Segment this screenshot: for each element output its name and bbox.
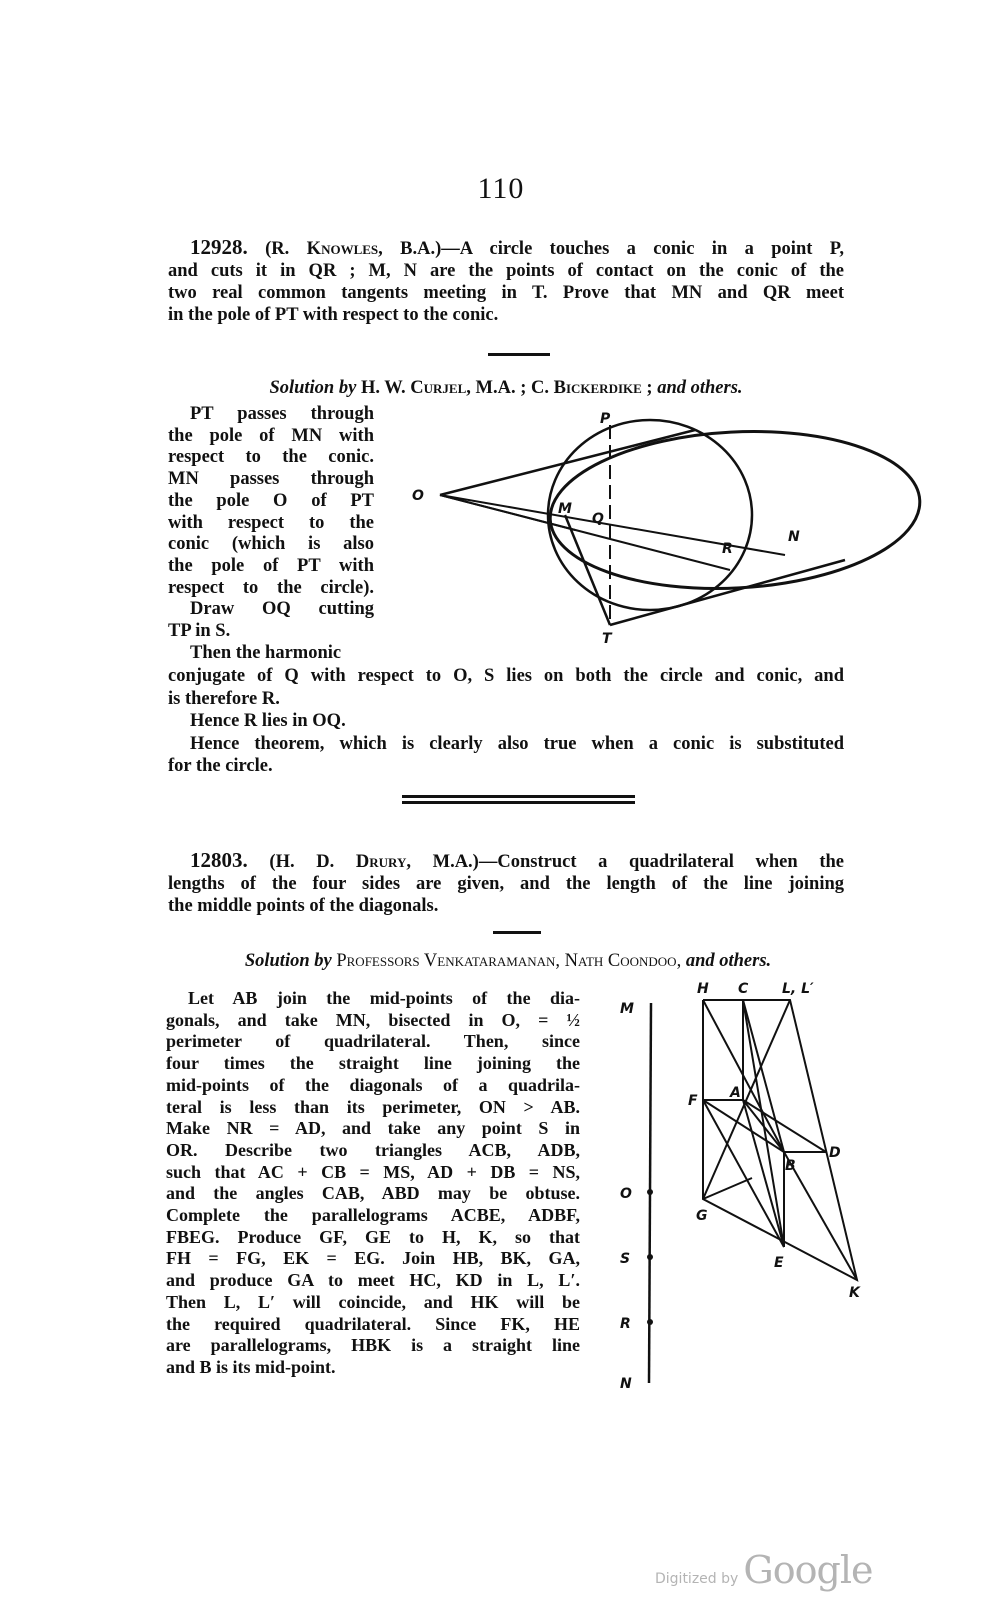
problem-12803 <box>168 849 844 917</box>
point-o <box>647 1189 653 1195</box>
label-e: E <box>774 1255 784 1271</box>
label-d: D <box>829 1145 841 1161</box>
solution-attribution: Solution by Professors Venkataramanan, Nath Coondoo, and others. <box>244 951 772 971</box>
problem-12928 <box>168 236 844 326</box>
figure-quadrilateral <box>620 975 880 1395</box>
label-m: M <box>558 501 572 517</box>
problem-number: 12928. <box>190 235 248 259</box>
problem-line: and cuts it in QR ; M, N are the points of contact on the conic of the <box>168 261 844 281</box>
line-oqr <box>440 495 730 570</box>
problem-line: the middle points of the diagonals. <box>168 896 439 916</box>
label-h: H <box>697 981 709 997</box>
label-g: G <box>696 1208 708 1224</box>
label-r: R <box>722 541 733 557</box>
problem-line: two real common tangents meeting in T. Prove that MN and QR meet <box>168 283 844 303</box>
problem-author: (R. Knowles, B.A.) <box>265 239 442 259</box>
label-r: R <box>620 1316 631 1332</box>
problem-line: lengths of the four sides are given, and the length of the line joining <box>168 874 844 894</box>
figure-circle-conic <box>400 405 860 647</box>
label-n: N <box>620 1376 632 1392</box>
label-s: S <box>620 1251 631 1267</box>
solution-1-wide-text: conjugate of Q with respect to O, S lies on both the circle and conic, and is therefore R. Hence R lies in OQ. Hence theorem, which is clearly also true when a conic is substituted for the circle. <box>168 666 844 776</box>
label-o: O <box>620 1186 632 1202</box>
solution-authors: Professors Venkataramanan, Nath Coondoo, <box>336 951 682 971</box>
label-m: M <box>620 1001 634 1017</box>
solution-1-narrow-text: PT passes through the pole of MN with respect to the conic. MN passes through the pole O of PT with respect to the conic (which is also the pole of PT with respect to the circle). Draw OQ cutting TP in S. Then the harmonic <box>168 404 374 663</box>
label-b: B <box>785 1158 796 1174</box>
point-s <box>647 1254 653 1260</box>
label-n: N <box>788 529 800 545</box>
label-t: T <box>602 631 612 647</box>
line-on <box>440 495 785 555</box>
label-k: K <box>849 1285 860 1301</box>
section-divider <box>493 931 541 934</box>
section-divider <box>488 353 550 356</box>
digitized-watermark: Digitized by Google <box>655 1548 873 1592</box>
label-o: O <box>412 488 424 504</box>
problem-line: 12803. (H. D. Drury, M.A.)—Construct a quadrilateral when the <box>190 848 844 872</box>
label-c: C <box>738 981 749 997</box>
solution-authors: H. W. Curjel, M.A. ; C. Bickerdike ; <box>360 378 653 398</box>
problem-line: in the pole of PT with respect to the conic. <box>168 305 499 325</box>
label-q: Q <box>592 511 604 527</box>
label-p: P <box>600 411 611 427</box>
problem-line: 12928. (R. Knowles, B.A.)—A circle touches a conic in a point P, <box>190 235 845 259</box>
solution-2-text: Let AB join the mid-points of the dia- gonals, and take MN, bisected in O, = ½ perimeter of quadrilateral. Then, since four times the straight line joining the mid-points of the diagonals of a quadrila- teral is less than its perimeter, ON > AB. Make NR = AD, and take any point S in OR. Describe two triangles ACB, ADB, such that AC + CB = MS, AD + DB = NS, and the angles CAB, ABD may be obtuse. Complete the parallelograms ACBE, ADBF, FBEG. Produce GF, GE to H, K, so that FH = FG, EK = EG. Join HB, BK, GA, and produce GA to meet HC, KD in L, L′. Then L, L′ will coincide, and HK will be the required quadrilateral. Since FK, HE are parallelograms, HBK is a straight line and B is its mid-point. <box>166 988 580 1377</box>
label-l: L, L′ <box>782 981 814 997</box>
google-logo: Google <box>743 1548 873 1592</box>
label-a: A <box>730 1085 741 1101</box>
label-f: F <box>688 1093 698 1109</box>
problem-author: (H. D. Drury, M.A.) <box>269 852 479 872</box>
double-divider <box>402 795 635 804</box>
solution-attribution: Solution by H. W. Curjel, M.A. ; C. Bickerdike ; and others. <box>269 378 743 398</box>
point-r <box>647 1319 653 1325</box>
page-number: 110 <box>477 172 525 205</box>
problem-number: 12803. <box>190 848 248 872</box>
conic <box>546 422 924 597</box>
